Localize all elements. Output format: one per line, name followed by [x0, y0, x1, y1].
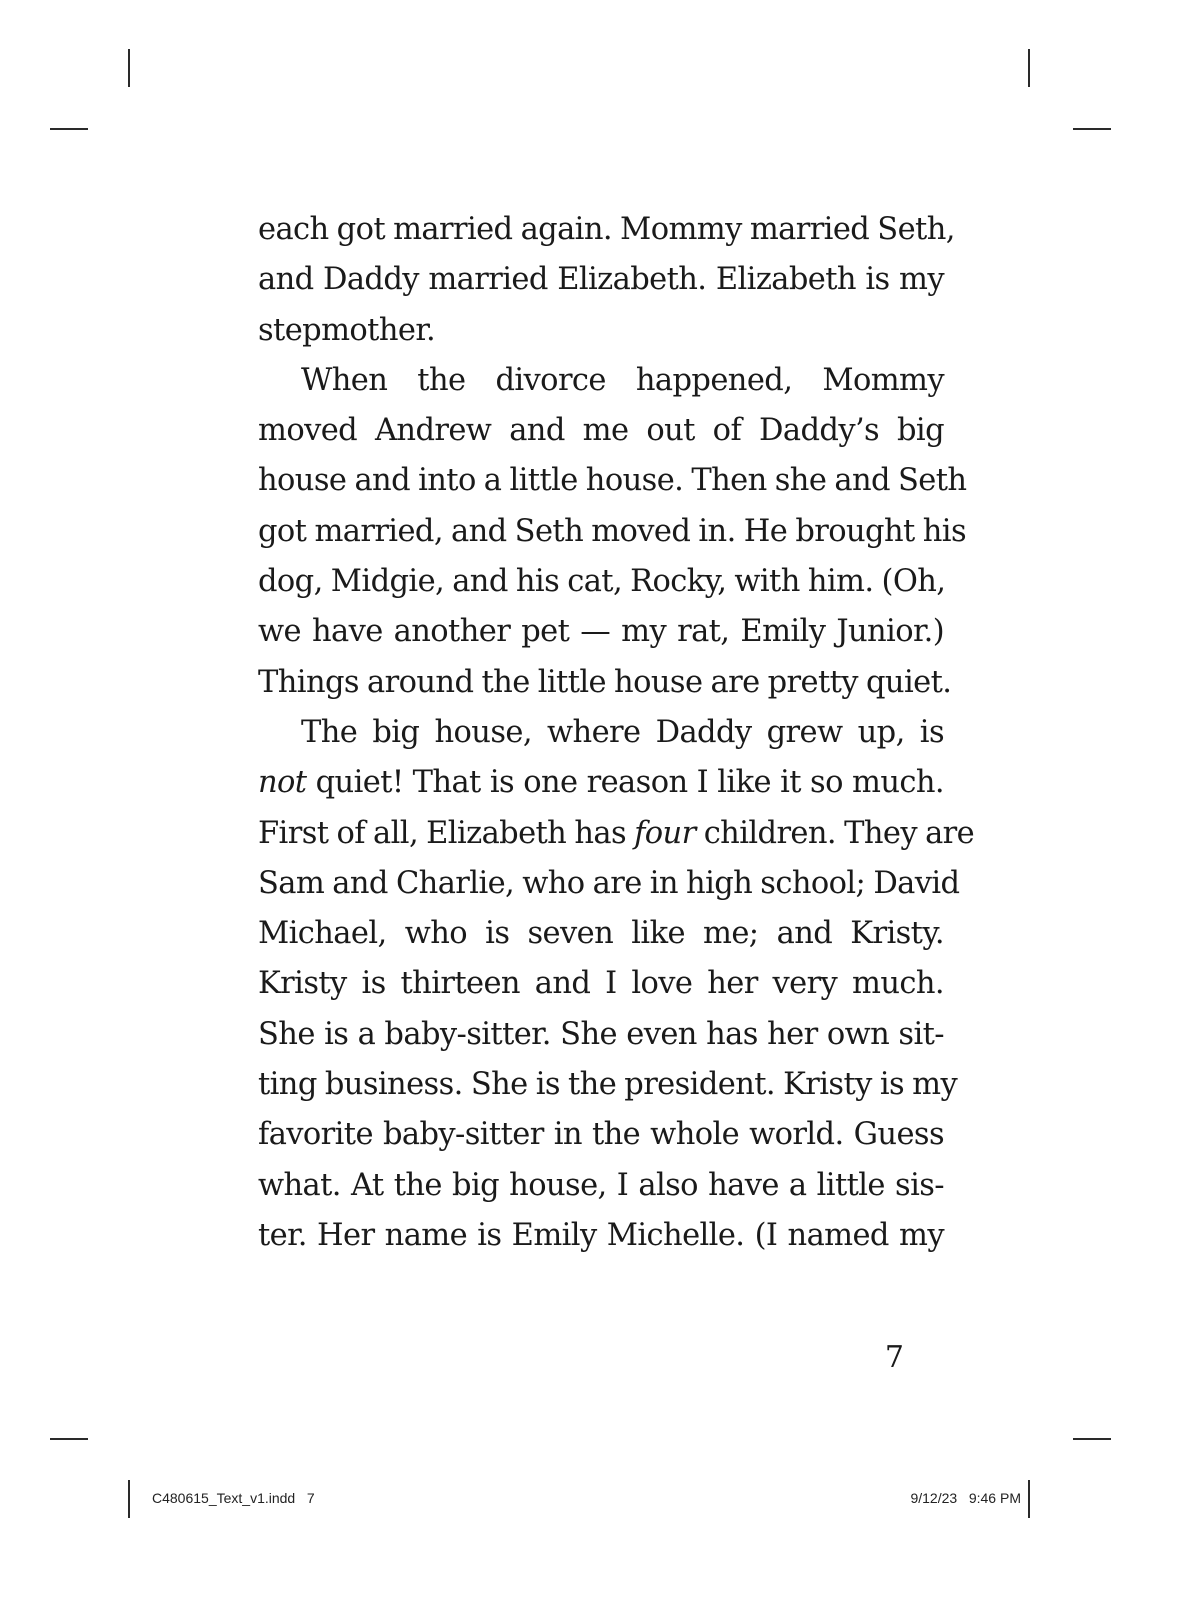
crop-mark [128, 49, 130, 87]
text-line: stepmother. [258, 312, 436, 348]
text-line: Sam and Charlie, who are in high school; David [258, 865, 960, 901]
text-line: Kristy is thirteen and I love her very much. [258, 966, 944, 1002]
line-post: quiet! That is one reason I like it so much. [306, 765, 944, 801]
text-line: The big house, where Daddy grew up, is [301, 714, 944, 750]
text-line: dog, Midgie, and his cat, Rocky, with him. (Oh, [258, 564, 946, 600]
text-line [258, 758, 944, 808]
crop-mark [1073, 128, 1111, 130]
text-line: ting business. She is the president. Kristy is my [258, 1067, 958, 1103]
text-line: what. At the big house, I also have a little sis- [258, 1167, 944, 1203]
text-line: and Daddy married Elizabeth. Elizabeth is my [258, 262, 944, 298]
body-text [258, 205, 975, 1261]
text-line: favorite baby-sitter in the whole world. Guess [258, 1117, 944, 1153]
text-line: moved Andrew and me out of Daddy’s big [258, 413, 944, 449]
crop-mark [1028, 1480, 1030, 1518]
crop-mark [1073, 1438, 1111, 1440]
crop-mark [50, 128, 88, 130]
slug-datetime: 9/12/23 9:46 PM [910, 1490, 1021, 1506]
text-line: we have another pet — my rat, Emily Junior.) [258, 614, 944, 650]
line-post: children. They are [695, 815, 975, 851]
crop-mark [1028, 49, 1030, 87]
text-line: Things around the little house are pretty quiet. [258, 664, 952, 700]
line-pre: First of all, Elizabeth has [258, 815, 635, 851]
text-line: each got married again. Mommy married Seth, [258, 212, 955, 247]
text-line [258, 809, 975, 859]
text-line: house and into a little house. Then she and Seth [258, 463, 967, 499]
crop-mark [128, 1480, 130, 1518]
text-line: When the divorce happened, Mommy [301, 362, 944, 398]
italic-emphasis: four [634, 815, 696, 851]
text-line: She is a baby-sitter. She even has her own sit- [258, 1016, 944, 1052]
text-line: got married, and Seth moved in. He brought his [258, 513, 967, 549]
crop-mark [50, 1438, 88, 1440]
italic-emphasis: not [258, 765, 307, 801]
text-line: ter. Her name is Emily Michelle. (I named my [258, 1217, 944, 1253]
slug-filename: C480615_Text_v1.indd 7 [152, 1490, 315, 1506]
text-line: Michael, who is seven like me; and Kristy. [258, 916, 944, 952]
page-number: 7 [884, 1340, 904, 1375]
